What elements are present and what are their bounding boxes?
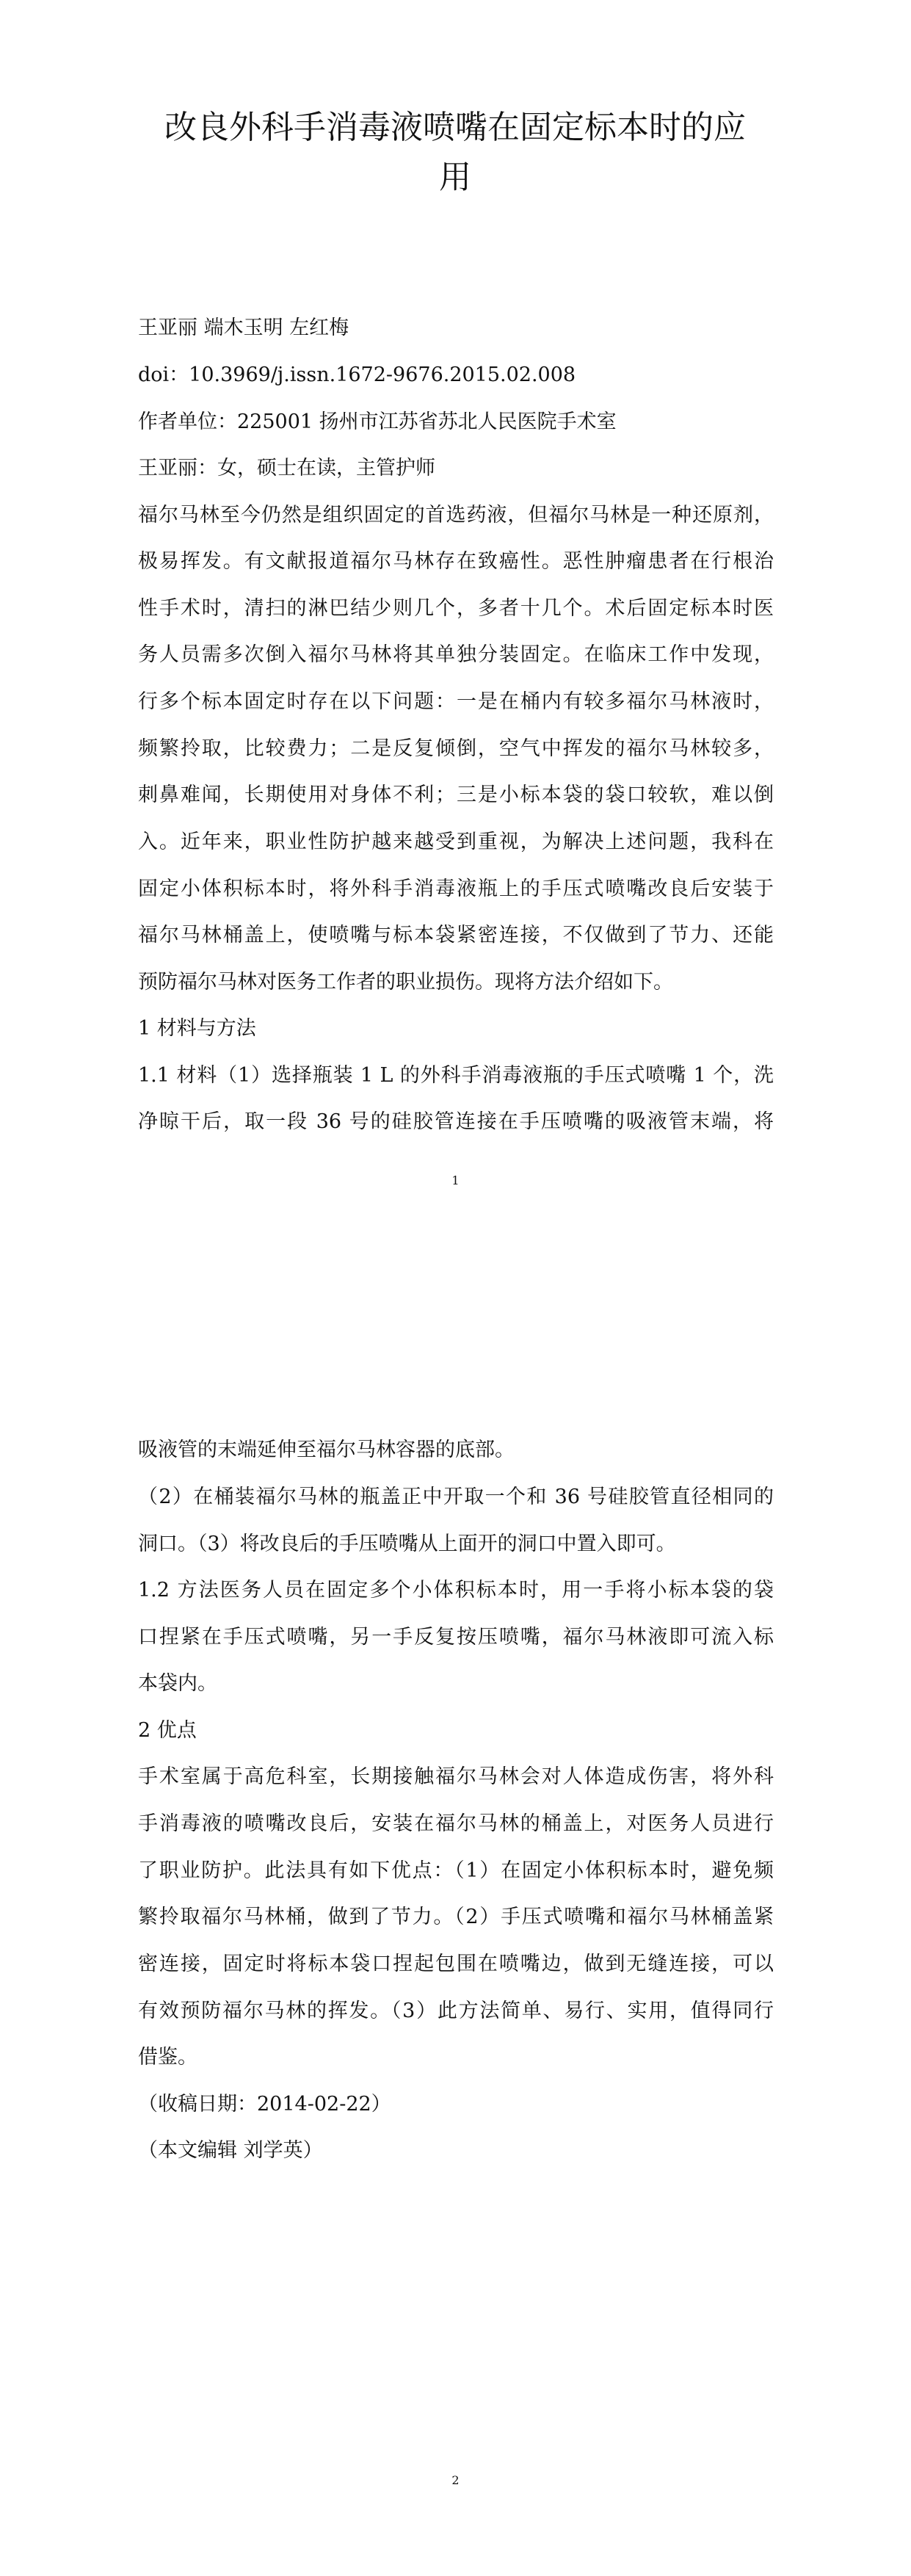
title-line-1: 改良外科手消毒液喷嘴在固定标本时的应 bbox=[164, 109, 746, 146]
title-line-2: 用 bbox=[439, 159, 471, 196]
body-line: 福尔马林桶盖上，使喷嘴与标本袋紧密连接，不仅做到了节力、还能 bbox=[138, 924, 774, 947]
body-line: 预防福尔马林对医务工作者的职业损伤。现将方法介绍如下。 bbox=[138, 971, 673, 994]
body-line: 刺鼻难闻，长期使用对身体不利；三是小标本袋的袋口较软，难以倒 bbox=[138, 784, 774, 806]
body-line: 有效预防福尔马林的挥发。（3）此方法简单、易行、实用，值得同行 bbox=[138, 2000, 774, 2022]
authors: 王亚丽 端木玉明 左红梅 bbox=[138, 316, 349, 339]
body-line: 吸液管的末端延伸至福尔马林容器的底部。 bbox=[138, 1439, 515, 1461]
page-number: 1 bbox=[451, 1173, 460, 1187]
section-heading-1: 1 材料与方法 bbox=[138, 1017, 256, 1040]
affiliation: 作者单位：225001 扬州市江苏省苏北人民医院手术室 bbox=[138, 410, 617, 433]
body-line: 净晾干后，取一段 36 号的硅胶管连接在手压喷嘴的吸液管末端，将 bbox=[138, 1110, 774, 1133]
doi: doi：10.3969/j.issn.1672-9676.2015.02.008 bbox=[138, 363, 576, 386]
body-line: 极易挥发。有文献报道福尔马林存在致癌性。恶性肿瘤患者在行根治 bbox=[138, 550, 774, 573]
author-note: 王亚丽：女，硕士在读，主管护师 bbox=[138, 457, 435, 480]
body-line: 繁拎取福尔马林桶，做到了节力。（2）手压式喷嘴和福尔马林桶盖紧 bbox=[138, 1906, 774, 1928]
body-line: 本袋内。 bbox=[138, 1672, 217, 1695]
page-2 bbox=[0, 1288, 911, 2576]
received-date: （收稿日期：2014-02-22） bbox=[138, 2093, 391, 2116]
body-line: 洞口。（3）将改良后的手压喷嘴从上面开的洞口中置入即可。 bbox=[138, 1533, 676, 1555]
article-title bbox=[132, 103, 778, 203]
body-line: 了职业防护。此法具有如下优点：（1）在固定小体积标本时，避免频 bbox=[138, 1859, 774, 1882]
body-line: 性手术时，清扫的淋巴结少则几个，多者十几个。术后固定标本时医 bbox=[138, 597, 774, 620]
body-line: 1.1 材料（1）选择瓶装 1 L 的外科手消毒液瓶的手压式喷嘴 1 个，洗 bbox=[138, 1064, 774, 1087]
body-line: 密连接，固定时将标本袋口捏起包围在喷嘴边，做到无缝连接，可以 bbox=[138, 1953, 774, 1975]
body-line: 福尔马林至今仍然是组织固定的首选药液，但福尔马林是一种还原剂， bbox=[138, 504, 774, 527]
editor-note: （本文编辑 刘学英） bbox=[138, 2139, 323, 2162]
body-line: 固定小体积标本时，将外科手消毒液瓶上的手压式喷嘴改良后安装于 bbox=[138, 878, 774, 900]
body-line: 借鉴。 bbox=[138, 2046, 197, 2069]
body-line: 1.2 方法医务人员在固定多个小体积标本时，用一手将小标本袋的袋 bbox=[138, 1579, 774, 1602]
body-line: 手术室属于高危科室，长期接触福尔马林会对人体造成伤害，将外科 bbox=[138, 1765, 774, 1788]
body-line: 入。近年来，职业性防护越来越受到重视，为解决上述问题，我科在 bbox=[138, 831, 774, 853]
body-line: 务人员需多次倒入福尔马林将其单独分装固定。在临床工作中发现， bbox=[138, 643, 774, 666]
body-line: 手消毒液的喷嘴改良后，安装在福尔马林的桶盖上，对医务人员进行 bbox=[138, 1812, 774, 1835]
page-number: 2 bbox=[451, 2473, 460, 2487]
body-line: （2）在桶装福尔马林的瓶盖正中开取一个和 36 号硅胶管直径相同的 bbox=[138, 1486, 774, 1508]
section-heading-2: 2 优点 bbox=[138, 1719, 197, 1742]
body-line: 行多个标本固定时存在以下问题：一是在桶内有较多福尔马林液时， bbox=[138, 690, 774, 713]
body-line: 频繁拎取，比较费力；二是反复倾倒，空气中挥发的福尔马林较多， bbox=[138, 737, 774, 760]
body-line: 口捏紧在手压式喷嘴，另一手反复按压喷嘴，福尔马林液即可流入标 bbox=[138, 1626, 774, 1649]
